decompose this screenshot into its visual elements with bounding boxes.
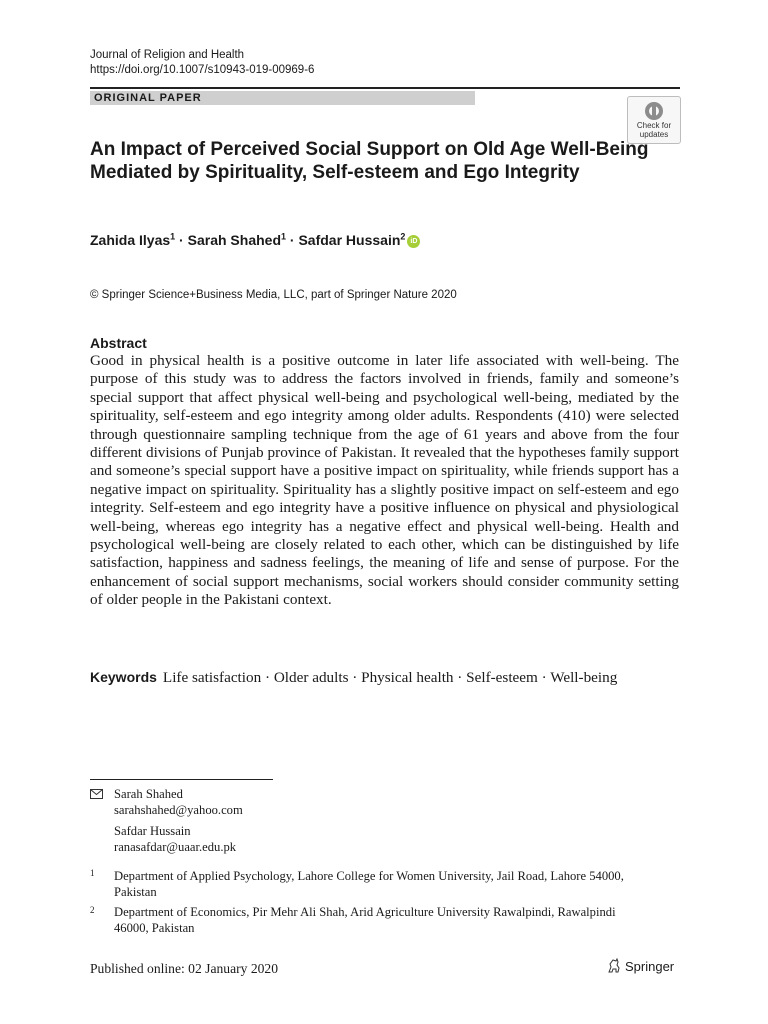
corresponding-author xyxy=(114,824,236,855)
publisher-name: Springer xyxy=(625,959,675,974)
contact-name: Safdar Hussain xyxy=(114,824,191,838)
journal-name: Journal of Religion and Health xyxy=(90,49,245,61)
keywords-section xyxy=(90,668,679,687)
journal-header xyxy=(90,48,314,78)
affiliation-number: 1 xyxy=(90,868,95,878)
abstract-body: Good in physical health is a positive outcome in later life associated with well-being. The purpose of this study was to address the factors involved in friends, family and someone’s special support that affect physical well-being and psychological well-being, mediated by the spirituality, self-esteem and ego integrity among older adults. Respondents (410) were selected through questionnaire sampling technique from the age of 61 years and above from the four different divisions of Punjab province of Pakistan. It revealed that the hypotheses family support and someone’s special support have a positive impact on spirituality, while friends support has a negative impact on spirituality. Spirituality has a slightly positive impact on self-esteem and ego integrity. Self-esteem and ego integrity have a positive influence on physical and physiological well-being, whereas ego integrity has a negative effect and physical well-being. Health and psychological well-being are closely related to each other, which can be distinguished by life satisfaction, happiness and sadness feelings, the meaning of life and sense of purpose. For the enhancement of social support mechanisms, social workers should consider community setting of older people in the Pakistani context. xyxy=(90,352,679,609)
copyright-notice: © Springer Science+Business Media, LLC, part of Springer Nature 2020 xyxy=(90,289,457,301)
orcid-icon[interactable]: iD xyxy=(407,235,420,248)
springer-horse-icon xyxy=(606,958,622,974)
check-for-updates-badge[interactable] xyxy=(627,96,681,144)
author-affiliation-mark: 1 xyxy=(281,231,287,242)
abstract-heading: Abstract xyxy=(90,335,147,351)
affiliation-number: 2 xyxy=(90,905,95,915)
author-name: Safdar Hussain xyxy=(298,232,401,248)
doi-link[interactable]: https://doi.org/10.1007/s10943-019-00969-6 xyxy=(90,64,315,76)
paper-type-bar xyxy=(90,91,475,105)
crossmark-icon xyxy=(644,101,664,121)
author-name: Zahida Ilyas xyxy=(90,232,171,248)
contact-email[interactable]: sarahshahed@yahoo.com xyxy=(114,802,243,817)
affiliation-text: Department of Economics, Pir Mehr Ali Shah, Arid Agriculture University Rawalpindi, Rawalpindi 46000, Pakistan xyxy=(114,905,616,935)
paper-title: An Impact of Perceived Social Support on Old Age Well-Being Mediated by Spirituality, Self-esteem and Ego Integrity xyxy=(90,139,649,183)
corresponding-author xyxy=(114,787,243,818)
affiliation-text: Department of Applied Psychology, Lahore College for Women University, Jail Road, Lahore 54000, Pakistan xyxy=(114,869,624,899)
check-badge-line1: Check for xyxy=(636,121,672,130)
contact-name: Sarah Shahed xyxy=(114,787,183,801)
keywords-text: Life satisfaction · Older adults · Physical health · Self-esteem · Well-being xyxy=(162,669,618,686)
published-date: Published online: 02 January 2020 xyxy=(90,961,279,976)
publisher-logo xyxy=(606,958,674,976)
contact-email[interactable]: ranasafdar@uaar.edu.pk xyxy=(114,839,237,854)
footnote-rule xyxy=(90,779,273,780)
keywords-label: Keywords xyxy=(90,669,157,685)
paper-type-label: ORIGINAL PAPER xyxy=(94,92,202,104)
author-separator: · xyxy=(175,232,188,248)
check-badge-line2: updates xyxy=(639,130,669,139)
envelope-icon xyxy=(90,789,103,799)
header-rule xyxy=(90,87,680,89)
author-list xyxy=(90,231,420,249)
author-separator: · xyxy=(286,232,299,248)
author-affiliation-mark: 2 xyxy=(400,231,406,242)
author-affiliation-mark: 1 xyxy=(170,231,176,242)
author-name: Sarah Shahed xyxy=(187,232,281,248)
